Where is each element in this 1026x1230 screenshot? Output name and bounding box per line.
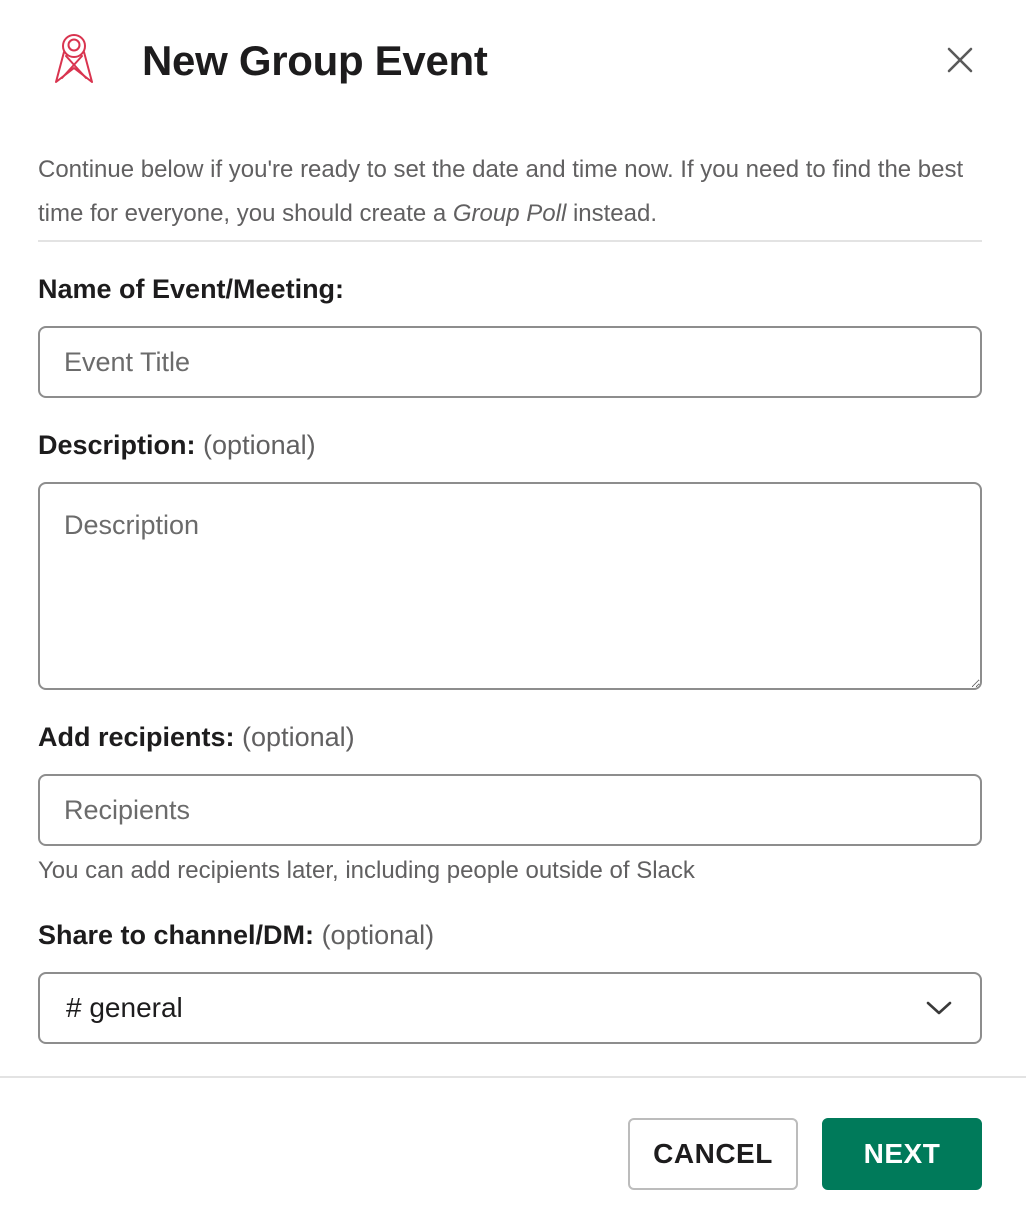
divider xyxy=(38,240,982,242)
close-icon xyxy=(946,46,974,79)
footer-divider xyxy=(0,1076,1026,1078)
label-text: Add recipients: xyxy=(38,722,235,752)
intro-text-part: Continue below if you're ready to set the date and time now. If you need to find the best time for everyone, you should create a xyxy=(38,156,964,227)
optional-text: (optional) xyxy=(203,430,316,460)
location-pin-ribbon-icon xyxy=(50,32,98,88)
recipients-input[interactable] xyxy=(38,774,982,846)
modal-header xyxy=(0,0,1026,120)
label-text: Share to channel/DM: xyxy=(38,920,315,950)
share-channel-select[interactable] xyxy=(38,972,982,1044)
optional-text: (optional) xyxy=(321,920,435,950)
intro-text xyxy=(38,148,982,236)
event-title-input[interactable] xyxy=(38,326,982,398)
recipients-label xyxy=(38,720,355,754)
cancel-button[interactable]: CANCEL xyxy=(628,1118,798,1190)
event-name-label xyxy=(38,272,344,306)
selected-channel: # general xyxy=(66,992,183,1023)
chevron-down-icon xyxy=(924,993,954,1023)
intro-text-part: instead. xyxy=(566,200,658,227)
description-label xyxy=(38,428,316,462)
recipients-hint: You can add recipients later, including people outside of Slack xyxy=(38,857,695,884)
close-button[interactable] xyxy=(936,38,984,86)
group-poll-text: Group Poll xyxy=(452,200,567,227)
share-label xyxy=(38,918,434,952)
next-button[interactable]: NEXT xyxy=(822,1118,982,1190)
optional-text: (optional) xyxy=(242,722,355,752)
description-textarea[interactable] xyxy=(38,482,982,690)
label-text: Description: xyxy=(38,430,196,460)
label-text: Name of Event/Meeting: xyxy=(38,274,345,304)
modal-title: New Group Event xyxy=(142,37,488,84)
